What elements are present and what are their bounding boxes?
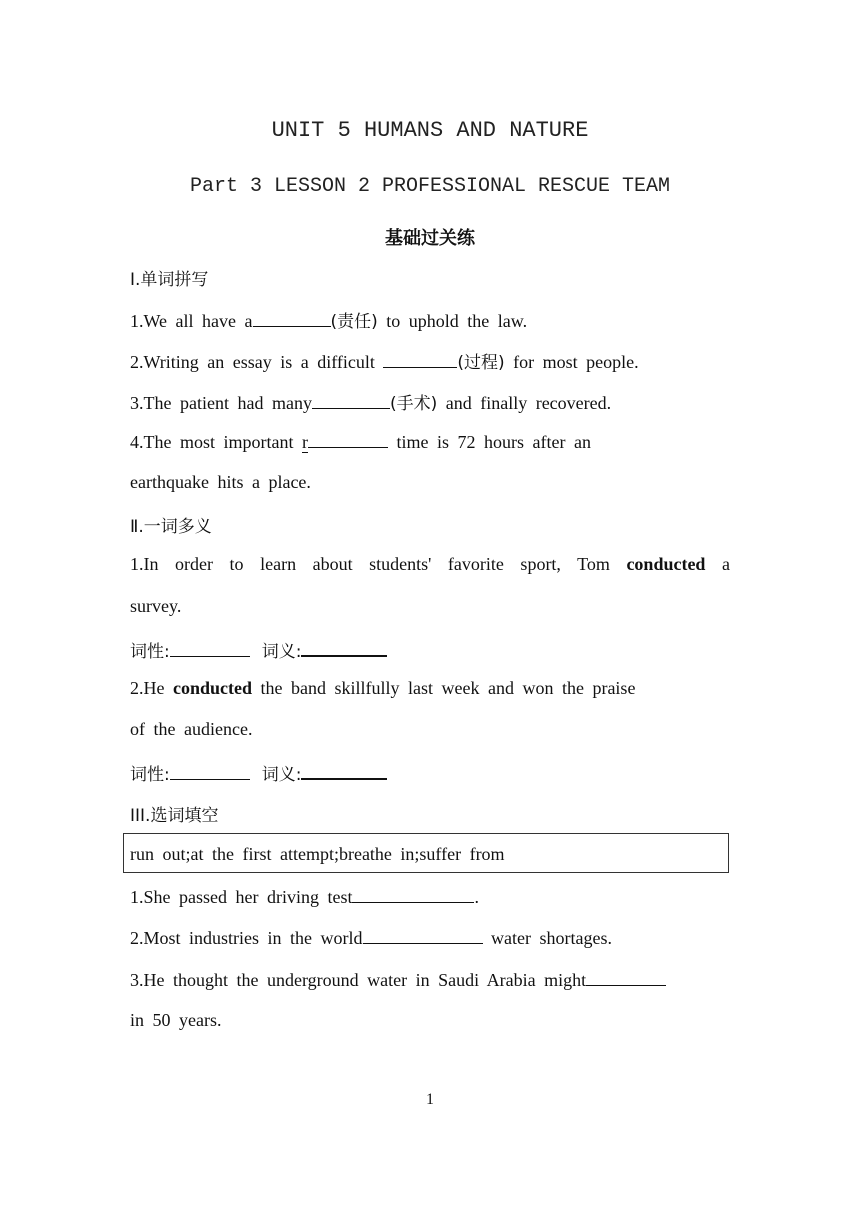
answer-blank[interactable] [312,392,390,409]
s1-q3-text-end: and finally recovered. [437,393,612,413]
meaning-blank[interactable] [301,762,387,780]
answer-blank[interactable] [586,969,666,986]
s2-q2-answer-row [130,760,730,785]
s3-q3-text: 3.He thought the underground water in Saudi Arabia might [130,970,587,990]
section2-header: Ⅱ.一词多义 [130,517,212,537]
s2-q2-text: 2.He [130,678,173,698]
s2-q2-continuation: of the audience. [130,719,253,739]
s1-q1-hint: (责任) [330,312,378,332]
s1-question-4 [130,431,730,453]
answer-blank[interactable] [308,431,388,448]
word-bank-box [123,833,729,873]
s2-q1-continuation: survey. [130,596,182,616]
s3-q3-continuation: in 50 years. [130,1010,222,1030]
s1-q3-hint: (手术) [389,394,438,414]
s1-question-3 [130,389,730,414]
answer-blank[interactable] [383,351,457,368]
s1-q4-text: 4.The most important [130,432,302,452]
s1-q1-text-end: to uphold the law. [377,311,528,331]
part-of-speech-label: 词性: [130,642,170,662]
s3-q2-text: 2.Most industries in the world [130,928,363,948]
s2-q1-keyword: conducted [626,554,706,574]
page-number: 1 [426,1091,434,1108]
s1-q3-text: 3.The patient had many [130,393,312,413]
meaning-label: 词义: [261,642,302,662]
s1-question-2 [130,348,730,373]
s3-q1-text-end: . [474,887,479,907]
s2-q1-text: 1.In order to learn about students' favorite sport, Tom [130,554,627,574]
s1-q4-text-end: time is 72 hours after an [387,432,591,452]
s3-question-3 [130,969,730,991]
part-of-speech-label: 词性: [130,765,170,785]
s1-question-1 [130,307,730,332]
meaning-blank[interactable] [301,639,387,657]
part-of-speech-blank[interactable] [170,640,250,657]
unit-title: UNIT 5 HUMANS AND NATURE [271,118,589,143]
meaning-label: 词义: [261,765,302,785]
s2-q1-text-end: a [705,554,730,574]
s3-q1-text: 1.She passed her driving test [130,887,353,907]
s1-q2-text: 2.Writing an essay is a difficult [130,352,384,372]
s3-q2-text-end: water shortages. [482,928,612,948]
word-bank-text: run out;at the first attempt;breathe in;suffer from [130,844,505,864]
s1-q4-continuation: earthquake hits a place. [130,472,311,492]
s1-q1-text: 1.We all have a [130,311,253,331]
s1-q2-hint: (过程) [457,353,505,373]
s3-question-1 [130,886,730,908]
s2-question-2 [130,678,730,699]
part-of-speech-blank[interactable] [170,763,250,780]
section-heading: 基础过关练 [385,228,475,249]
s2-q2-text-end: the band skillfully last week and won the praise [252,678,636,698]
section3-header: III.选词填空 [130,806,219,826]
s2-q2-keyword: conducted [173,678,253,698]
section1-header: Ⅰ.单词拼写 [130,270,209,290]
s1-q2-text-end: for most people. [504,352,639,372]
answer-blank[interactable] [363,927,483,944]
s1-q4-first-letter: r [301,432,308,452]
s2-q1-answer-row [130,637,730,662]
s3-question-2 [130,927,730,949]
answer-blank[interactable] [253,310,331,327]
lesson-subtitle: Part 3 LESSON 2 PROFESSIONAL RESCUE TEAM [189,175,671,198]
answer-blank[interactable] [352,886,474,903]
s2-question-1 [130,554,730,575]
